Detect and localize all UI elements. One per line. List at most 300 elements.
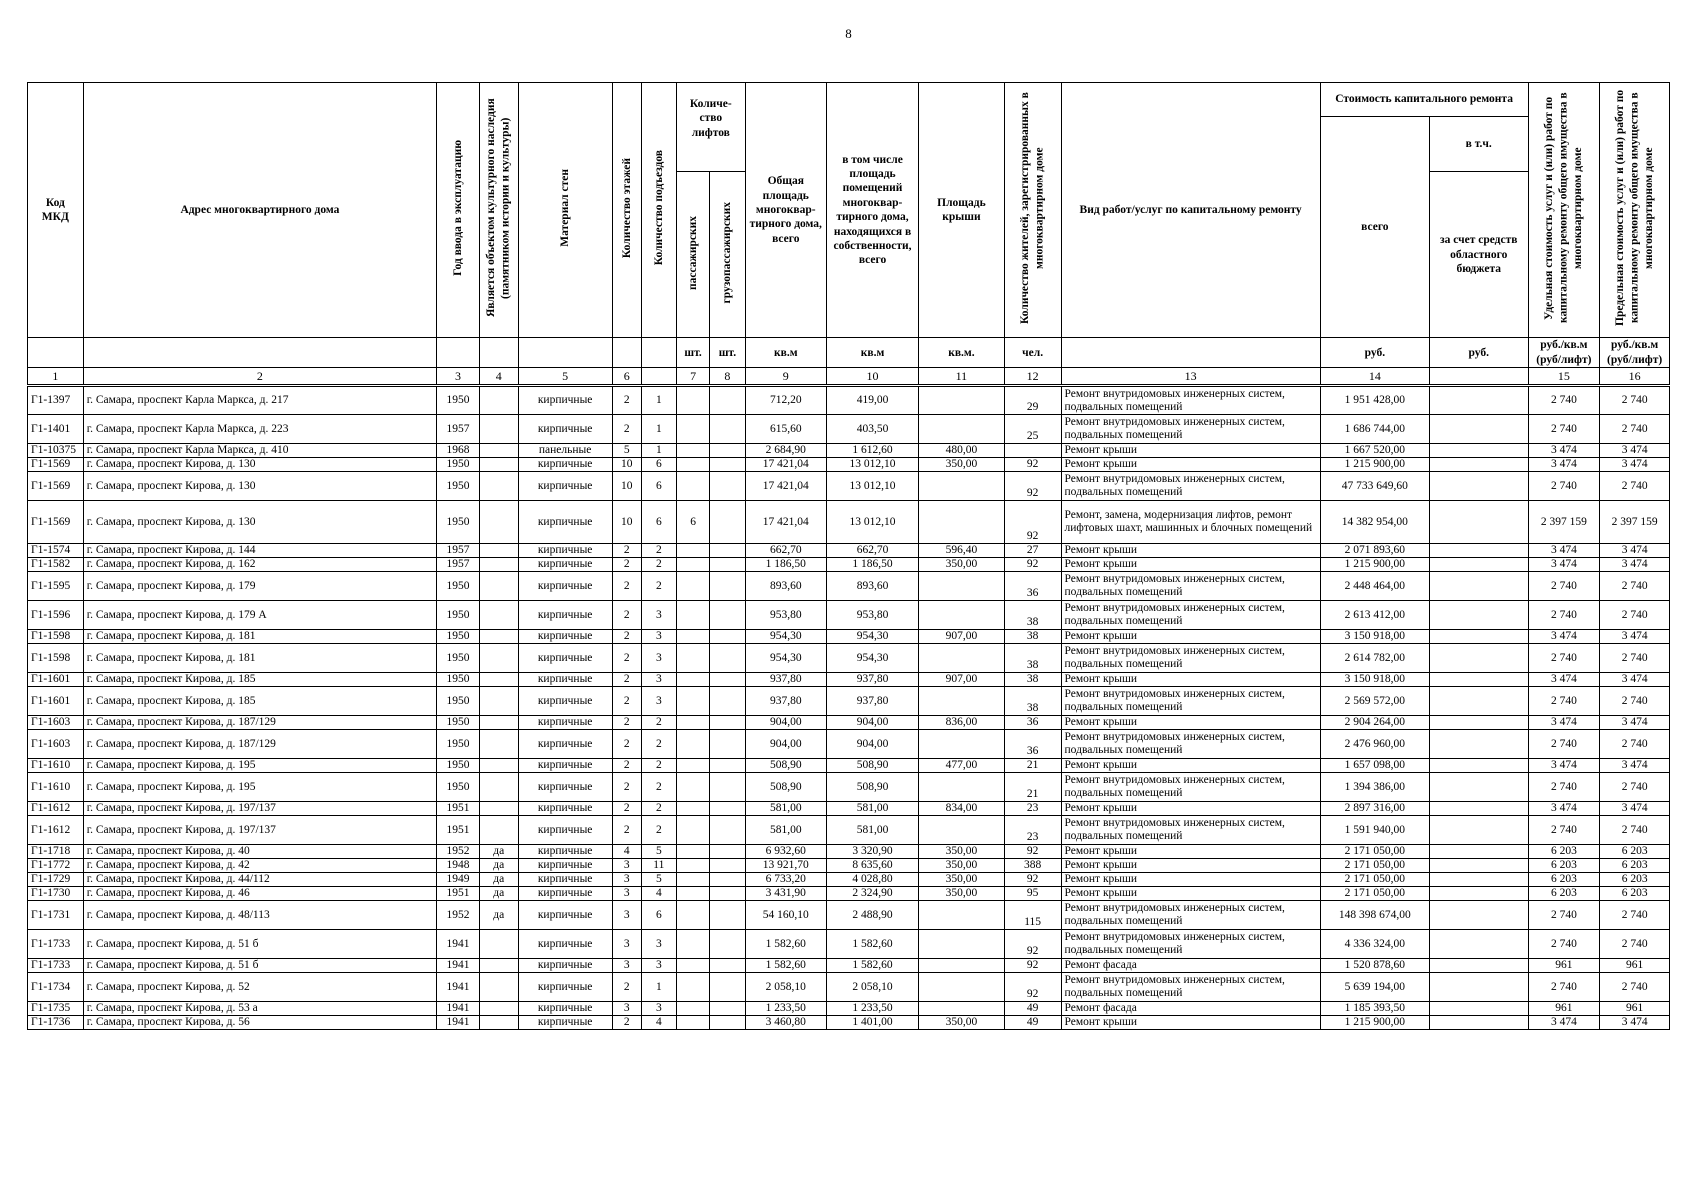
cell-cost-regional bbox=[1429, 687, 1528, 716]
cell-entrances: 2 bbox=[641, 730, 676, 759]
cell-unit-cost: 961 bbox=[1528, 959, 1600, 973]
cell-address: г. Самара, проспект Кирова, д. 51 б bbox=[83, 930, 436, 959]
cell-lifts-passenger bbox=[677, 759, 710, 773]
cell-residents: 92 bbox=[1004, 873, 1061, 887]
cell-walls: кирпичные bbox=[518, 572, 612, 601]
cell-walls: кирпичные bbox=[518, 472, 612, 501]
cell-cost-regional bbox=[1429, 572, 1528, 601]
cell-year: 1950 bbox=[437, 759, 480, 773]
cell-year: 1950 bbox=[437, 458, 480, 472]
cell-roof-area bbox=[919, 730, 1005, 759]
cell-entrances: 2 bbox=[641, 558, 676, 572]
cell-code: Г1-1596 bbox=[28, 601, 84, 630]
cell-cost-regional bbox=[1429, 759, 1528, 773]
cell-limit-cost: 3 474 bbox=[1600, 1016, 1670, 1030]
cell-lifts-passenger bbox=[677, 730, 710, 759]
cell-code: Г1-1772 bbox=[28, 859, 84, 873]
cell-work-type: Ремонт внутридомовых инженерных систем, подвальных помещений bbox=[1061, 773, 1320, 802]
cell-code: Г1-1718 bbox=[28, 845, 84, 859]
cell-limit-cost: 2 740 bbox=[1600, 472, 1670, 501]
cell-year: 1952 bbox=[437, 845, 480, 859]
cell-code: Г1-1734 bbox=[28, 973, 84, 1002]
cell-code: Г1-1601 bbox=[28, 687, 84, 716]
cell-address: г. Самара, проспект Кирова, д. 197/137 bbox=[83, 802, 436, 816]
column-number: 14 bbox=[1320, 368, 1429, 386]
cell-floors: 4 bbox=[612, 845, 641, 859]
cell-address: г. Самара, проспект Кирова, д. 181 bbox=[83, 644, 436, 673]
cell-entrances: 3 bbox=[641, 687, 676, 716]
unit-sqm: кв.м. bbox=[919, 338, 1005, 368]
cell-walls: кирпичные bbox=[518, 1016, 612, 1030]
cell-heritage bbox=[479, 415, 518, 444]
cell-owned-area: 508,90 bbox=[826, 759, 918, 773]
cell-lifts-passenger bbox=[677, 816, 710, 845]
cell-address: г. Самара, проспект Кирова, д. 179 А bbox=[83, 601, 436, 630]
cell-lifts-freight bbox=[710, 716, 745, 730]
cell-roof-area: 596,40 bbox=[919, 544, 1005, 558]
header-residents: Количество жителей, зарегистрированных в многоквартирном доме bbox=[1019, 92, 1046, 324]
cell-residents: 92 bbox=[1004, 558, 1061, 572]
cell-lifts-freight bbox=[710, 1016, 745, 1030]
cell-address: г. Самара, проспект Кирова, д. 46 bbox=[83, 887, 436, 901]
cell-walls: кирпичные bbox=[518, 716, 612, 730]
cell-total-area: 1 233,50 bbox=[745, 1002, 826, 1016]
cell-roof-area bbox=[919, 973, 1005, 1002]
cell-floors: 2 bbox=[612, 544, 641, 558]
cell-unit-cost: 2 740 bbox=[1528, 415, 1600, 444]
cell-owned-area: 1 582,60 bbox=[826, 930, 918, 959]
cell-residents: 92 bbox=[1004, 458, 1061, 472]
header-floors: Количество этажей bbox=[620, 157, 633, 259]
cell-year: 1941 bbox=[437, 1002, 480, 1016]
cell-address: г. Самара, проспект Кирова, д. 162 bbox=[83, 558, 436, 572]
unit-pcs: шт. bbox=[710, 338, 745, 368]
cell-roof-area bbox=[919, 415, 1005, 444]
cell-walls: кирпичные bbox=[518, 759, 612, 773]
cell-address: г. Самара, проспект Кирова, д. 197/137 bbox=[83, 816, 436, 845]
cell-owned-area: 937,80 bbox=[826, 673, 918, 687]
cell-walls: панельные bbox=[518, 444, 612, 458]
cell-cost-regional bbox=[1429, 730, 1528, 759]
cell-floors: 2 bbox=[612, 759, 641, 773]
cell-address: г. Самара, проспект Карла Маркса, д. 223 bbox=[83, 415, 436, 444]
cell-floors: 2 bbox=[612, 730, 641, 759]
cell-code: Г1-1731 bbox=[28, 901, 84, 930]
cell-cost-total: 2 614 782,00 bbox=[1320, 644, 1429, 673]
cell-work-type: Ремонт крыши bbox=[1061, 444, 1320, 458]
cell-owned-area: 4 028,80 bbox=[826, 873, 918, 887]
cell-unit-cost: 2 740 bbox=[1528, 472, 1600, 501]
cell-owned-area: 403,50 bbox=[826, 415, 918, 444]
cell-cost-regional bbox=[1429, 444, 1528, 458]
cell-total-area: 954,30 bbox=[745, 630, 826, 644]
cell-year: 1949 bbox=[437, 873, 480, 887]
cell-work-type: Ремонт крыши bbox=[1061, 1016, 1320, 1030]
cell-cost-regional bbox=[1429, 959, 1528, 973]
column-number: 3 bbox=[437, 368, 480, 386]
column-number bbox=[1429, 368, 1528, 386]
cell-cost-regional bbox=[1429, 845, 1528, 859]
cell-unit-cost: 2 740 bbox=[1528, 572, 1600, 601]
cell-lifts-passenger bbox=[677, 845, 710, 859]
cell-limit-cost: 3 474 bbox=[1600, 630, 1670, 644]
cell-floors: 2 bbox=[612, 1016, 641, 1030]
table-row bbox=[28, 773, 1670, 802]
header-lifts-freight: грузопассажирских bbox=[721, 201, 734, 304]
cell-owned-area: 937,80 bbox=[826, 687, 918, 716]
cell-unit-cost: 6 203 bbox=[1528, 859, 1600, 873]
cell-year: 1951 bbox=[437, 802, 480, 816]
cell-roof-area: 907,00 bbox=[919, 673, 1005, 687]
cell-entrances: 1 bbox=[641, 415, 676, 444]
cell-cost-total: 1 215 900,00 bbox=[1320, 558, 1429, 572]
cell-year: 1941 bbox=[437, 959, 480, 973]
cell-lifts-passenger bbox=[677, 386, 710, 415]
cell-residents: 115 bbox=[1004, 901, 1061, 930]
cell-lifts-passenger bbox=[677, 930, 710, 959]
cell-roof-area: 350,00 bbox=[919, 887, 1005, 901]
cell-unit-cost: 2 740 bbox=[1528, 730, 1600, 759]
cell-cost-total: 2 171 050,00 bbox=[1320, 859, 1429, 873]
cell-residents: 23 bbox=[1004, 816, 1061, 845]
cell-residents bbox=[1004, 444, 1061, 458]
cell-year: 1951 bbox=[437, 816, 480, 845]
cell-roof-area: 350,00 bbox=[919, 458, 1005, 472]
column-numbers-row bbox=[28, 368, 1670, 386]
cell-walls: кирпичные bbox=[518, 773, 612, 802]
cell-code: Г1-1569 bbox=[28, 472, 84, 501]
cell-lifts-freight bbox=[710, 973, 745, 1002]
cell-roof-area bbox=[919, 644, 1005, 673]
cell-heritage bbox=[479, 687, 518, 716]
table-row bbox=[28, 673, 1670, 687]
cell-owned-area: 904,00 bbox=[826, 730, 918, 759]
table-row bbox=[28, 630, 1670, 644]
cell-year: 1952 bbox=[437, 901, 480, 930]
header-cost-total: всего bbox=[1320, 117, 1429, 338]
cell-total-area: 937,80 bbox=[745, 687, 826, 716]
cell-walls: кирпичные bbox=[518, 802, 612, 816]
cell-cost-regional bbox=[1429, 816, 1528, 845]
unit-sqm: кв.м bbox=[826, 338, 918, 368]
cell-total-area: 1 582,60 bbox=[745, 930, 826, 959]
cell-floors: 2 bbox=[612, 973, 641, 1002]
header-cost-regional: за счет средств областного бюджета bbox=[1429, 172, 1528, 338]
cell-residents: 36 bbox=[1004, 572, 1061, 601]
cell-cost-regional bbox=[1429, 558, 1528, 572]
cell-owned-area: 1 186,50 bbox=[826, 558, 918, 572]
cell-heritage bbox=[479, 630, 518, 644]
cell-unit-cost: 3 474 bbox=[1528, 458, 1600, 472]
cell-entrances: 1 bbox=[641, 444, 676, 458]
cell-cost-regional bbox=[1429, 415, 1528, 444]
cell-total-area: 581,00 bbox=[745, 802, 826, 816]
cell-entrances: 1 bbox=[641, 386, 676, 415]
cell-floors: 2 bbox=[612, 673, 641, 687]
cell-heritage bbox=[479, 558, 518, 572]
cell-work-type: Ремонт, замена, модернизация лифтов, ремонт лифтовых шахт, машинных и блочных помещений bbox=[1061, 501, 1320, 544]
cell-work-type: Ремонт фасада bbox=[1061, 959, 1320, 973]
cell-limit-cost: 2 740 bbox=[1600, 816, 1670, 845]
cell-lifts-freight bbox=[710, 816, 745, 845]
cell-walls: кирпичные bbox=[518, 959, 612, 973]
cell-address: г. Самара, проспект Кирова, д. 130 bbox=[83, 458, 436, 472]
cell-lifts-freight bbox=[710, 759, 745, 773]
cell-total-area: 54 160,10 bbox=[745, 901, 826, 930]
cell-lifts-passenger bbox=[677, 673, 710, 687]
cell-lifts-freight bbox=[710, 415, 745, 444]
cell-lifts-passenger bbox=[677, 959, 710, 973]
cell-limit-cost: 6 203 bbox=[1600, 845, 1670, 859]
cell-lifts-passenger bbox=[677, 1016, 710, 1030]
cell-total-area: 712,20 bbox=[745, 386, 826, 415]
cell-year: 1950 bbox=[437, 773, 480, 802]
cell-cost-regional bbox=[1429, 544, 1528, 558]
cell-residents: 21 bbox=[1004, 773, 1061, 802]
cell-residents: 92 bbox=[1004, 973, 1061, 1002]
cell-owned-area: 954,30 bbox=[826, 630, 918, 644]
cell-year: 1948 bbox=[437, 859, 480, 873]
cell-owned-area: 1 401,00 bbox=[826, 1016, 918, 1030]
column-number: 10 bbox=[826, 368, 918, 386]
cell-residents: 38 bbox=[1004, 673, 1061, 687]
cell-lifts-freight bbox=[710, 730, 745, 759]
cell-lifts-passenger bbox=[677, 873, 710, 887]
cell-owned-area: 581,00 bbox=[826, 802, 918, 816]
cell-cost-regional bbox=[1429, 973, 1528, 1002]
cell-roof-area: 907,00 bbox=[919, 630, 1005, 644]
cell-code: Г1-1574 bbox=[28, 544, 84, 558]
cell-residents: 38 bbox=[1004, 630, 1061, 644]
cell-work-type: Ремонт фасада bbox=[1061, 1002, 1320, 1016]
cell-entrances: 6 bbox=[641, 901, 676, 930]
cell-entrances: 3 bbox=[641, 1002, 676, 1016]
cell-heritage bbox=[479, 458, 518, 472]
cell-floors: 3 bbox=[612, 873, 641, 887]
cell-total-area: 17 421,04 bbox=[745, 458, 826, 472]
header-total-area: Общая площадь многоквар-тирного дома, всего bbox=[745, 83, 826, 338]
column-number: 16 bbox=[1600, 368, 1670, 386]
cell-address: г. Самара, проспект Кирова, д. 185 bbox=[83, 673, 436, 687]
cell-cost-total: 1 215 900,00 bbox=[1320, 1016, 1429, 1030]
header-lifts: Количе-ство лифтов bbox=[689, 98, 732, 139]
cell-cost-total: 1 394 386,00 bbox=[1320, 773, 1429, 802]
cell-unit-cost: 6 203 bbox=[1528, 845, 1600, 859]
cell-cost-total: 1 215 900,00 bbox=[1320, 458, 1429, 472]
cell-floors: 3 bbox=[612, 930, 641, 959]
cell-limit-cost: 3 474 bbox=[1600, 444, 1670, 458]
cell-heritage bbox=[479, 973, 518, 1002]
cell-total-area: 904,00 bbox=[745, 716, 826, 730]
cell-work-type: Ремонт крыши bbox=[1061, 845, 1320, 859]
header-cost-incl: в т.ч. bbox=[1429, 117, 1528, 172]
cell-owned-area: 13 012,10 bbox=[826, 458, 918, 472]
table-row bbox=[28, 802, 1670, 816]
cell-work-type: Ремонт внутридомовых инженерных систем, подвальных помещений bbox=[1061, 901, 1320, 930]
cell-code: Г1-1612 bbox=[28, 802, 84, 816]
cell-walls: кирпичные bbox=[518, 673, 612, 687]
cell-code: Г1-10375 bbox=[28, 444, 84, 458]
cell-address: г. Самара, проспект Кирова, д. 185 bbox=[83, 687, 436, 716]
cell-unit-cost: 2 740 bbox=[1528, 773, 1600, 802]
cell-owned-area: 13 012,10 bbox=[826, 501, 918, 544]
cell-work-type: Ремонт внутридомовых инженерных систем, подвальных помещений bbox=[1061, 472, 1320, 501]
cell-year: 1950 bbox=[437, 386, 480, 415]
cell-heritage bbox=[479, 444, 518, 458]
cell-lifts-freight bbox=[710, 472, 745, 501]
header-roof-area: Площадь крыши bbox=[919, 83, 1005, 338]
table-row bbox=[28, 644, 1670, 673]
cell-lifts-passenger bbox=[677, 472, 710, 501]
cell-residents: 49 bbox=[1004, 1002, 1061, 1016]
cell-floors: 2 bbox=[612, 415, 641, 444]
header-year: Год ввода в эксплуатацию bbox=[451, 140, 464, 276]
cell-limit-cost: 2 740 bbox=[1600, 730, 1670, 759]
cell-work-type: Ремонт крыши bbox=[1061, 716, 1320, 730]
cell-owned-area: 581,00 bbox=[826, 816, 918, 845]
cell-cost-total: 2 071 893,60 bbox=[1320, 544, 1429, 558]
cell-limit-cost: 3 474 bbox=[1600, 673, 1670, 687]
cell-cost-regional bbox=[1429, 802, 1528, 816]
cell-cost-regional bbox=[1429, 716, 1528, 730]
cell-year: 1957 bbox=[437, 558, 480, 572]
cell-cost-regional bbox=[1429, 901, 1528, 930]
cell-work-type: Ремонт крыши bbox=[1061, 630, 1320, 644]
cell-lifts-freight bbox=[710, 887, 745, 901]
cell-lifts-passenger bbox=[677, 687, 710, 716]
cell-year: 1950 bbox=[437, 687, 480, 716]
cell-residents: 36 bbox=[1004, 716, 1061, 730]
cell-work-type: Ремонт крыши bbox=[1061, 802, 1320, 816]
cell-entrances: 5 bbox=[641, 873, 676, 887]
cell-work-type: Ремонт внутридомовых инженерных систем, подвальных помещений bbox=[1061, 601, 1320, 630]
cell-cost-total: 148 398 674,00 bbox=[1320, 901, 1429, 930]
cell-limit-cost: 2 740 bbox=[1600, 773, 1670, 802]
cell-heritage bbox=[479, 386, 518, 415]
cell-code: Г1-1733 bbox=[28, 930, 84, 959]
header-lifts-passenger: пассажирских bbox=[686, 215, 699, 290]
cell-limit-cost: 3 474 bbox=[1600, 716, 1670, 730]
cell-code: Г1-1730 bbox=[28, 887, 84, 901]
cell-work-type: Ремонт внутридомовых инженерных систем, подвальных помещений bbox=[1061, 973, 1320, 1002]
cell-floors: 3 bbox=[612, 1002, 641, 1016]
cell-residents: 36 bbox=[1004, 730, 1061, 759]
cell-code: Г1-1612 bbox=[28, 816, 84, 845]
cell-cost-total: 2 171 050,00 bbox=[1320, 845, 1429, 859]
cell-work-type: Ремонт внутридомовых инженерных систем, подвальных помещений bbox=[1061, 816, 1320, 845]
cell-limit-cost: 2 740 bbox=[1600, 415, 1670, 444]
cell-roof-area: 480,00 bbox=[919, 444, 1005, 458]
cell-residents: 92 bbox=[1004, 930, 1061, 959]
cell-owned-area: 13 012,10 bbox=[826, 472, 918, 501]
cell-unit-cost: 3 474 bbox=[1528, 1016, 1600, 1030]
cell-owned-area: 953,80 bbox=[826, 601, 918, 630]
cell-year: 1950 bbox=[437, 730, 480, 759]
cell-year: 1957 bbox=[437, 544, 480, 558]
cell-heritage bbox=[479, 601, 518, 630]
cell-cost-total: 2 613 412,00 bbox=[1320, 601, 1429, 630]
table-row bbox=[28, 859, 1670, 873]
cell-floors: 2 bbox=[612, 773, 641, 802]
cell-roof-area bbox=[919, 773, 1005, 802]
cell-work-type: Ремонт крыши bbox=[1061, 544, 1320, 558]
cell-cost-regional bbox=[1429, 930, 1528, 959]
cell-floors: 2 bbox=[612, 386, 641, 415]
cell-total-area: 17 421,04 bbox=[745, 501, 826, 544]
cell-cost-total: 2 569 572,00 bbox=[1320, 687, 1429, 716]
cell-code: Г1-1603 bbox=[28, 730, 84, 759]
cell-residents: 38 bbox=[1004, 687, 1061, 716]
cell-residents: 29 bbox=[1004, 386, 1061, 415]
cell-lifts-freight bbox=[710, 773, 745, 802]
page-number: 8 bbox=[845, 26, 852, 41]
cell-walls: кирпичные bbox=[518, 687, 612, 716]
cell-year: 1941 bbox=[437, 973, 480, 1002]
cell-floors: 2 bbox=[612, 644, 641, 673]
cell-lifts-freight bbox=[710, 630, 745, 644]
cell-address: г. Самара, проспект Кирова, д. 144 bbox=[83, 544, 436, 558]
cell-year: 1950 bbox=[437, 501, 480, 544]
cell-floors: 2 bbox=[612, 601, 641, 630]
cell-address: г. Самара, проспект Кирова, д. 53 а bbox=[83, 1002, 436, 1016]
cell-walls: кирпичные bbox=[518, 930, 612, 959]
cell-work-type: Ремонт внутридомовых инженерных систем, подвальных помещений bbox=[1061, 730, 1320, 759]
cell-residents: 92 bbox=[1004, 845, 1061, 859]
cell-unit-cost: 6 203 bbox=[1528, 887, 1600, 901]
cell-entrances: 4 bbox=[641, 887, 676, 901]
cell-code: Г1-1569 bbox=[28, 501, 84, 544]
table-row bbox=[28, 472, 1670, 501]
cell-heritage bbox=[479, 673, 518, 687]
cell-lifts-freight bbox=[710, 859, 745, 873]
cell-total-area: 953,80 bbox=[745, 601, 826, 630]
cell-address: г. Самара, проспект Кирова, д. 51 б bbox=[83, 959, 436, 973]
cell-entrances: 4 bbox=[641, 1016, 676, 1030]
cell-cost-total: 2 171 050,00 bbox=[1320, 873, 1429, 887]
cell-cost-regional bbox=[1429, 1002, 1528, 1016]
cell-lifts-passenger bbox=[677, 901, 710, 930]
cell-owned-area: 419,00 bbox=[826, 386, 918, 415]
cell-residents: 38 bbox=[1004, 601, 1061, 630]
cell-heritage bbox=[479, 816, 518, 845]
cell-unit-cost: 3 474 bbox=[1528, 716, 1600, 730]
cell-walls: кирпичные bbox=[518, 859, 612, 873]
table-row bbox=[28, 501, 1670, 544]
cell-cost-total: 2 904 264,00 bbox=[1320, 716, 1429, 730]
cell-cost-regional bbox=[1429, 773, 1528, 802]
cell-unit-cost: 3 474 bbox=[1528, 673, 1600, 687]
cell-address: г. Самара, проспект Кирова, д. 187/129 bbox=[83, 730, 436, 759]
cell-cost-total: 5 639 194,00 bbox=[1320, 973, 1429, 1002]
column-number: 5 bbox=[518, 368, 612, 386]
cell-code: Г1-1601 bbox=[28, 673, 84, 687]
unit-sqm: кв.м bbox=[745, 338, 826, 368]
cell-lifts-freight bbox=[710, 458, 745, 472]
cell-limit-cost: 3 474 bbox=[1600, 759, 1670, 773]
cell-year: 1968 bbox=[437, 444, 480, 458]
cell-cost-regional bbox=[1429, 887, 1528, 901]
cell-entrances: 6 bbox=[641, 458, 676, 472]
cell-roof-area: 350,00 bbox=[919, 558, 1005, 572]
cell-total-area: 937,80 bbox=[745, 673, 826, 687]
cell-cost-total: 1 686 744,00 bbox=[1320, 415, 1429, 444]
cell-lifts-passenger bbox=[677, 415, 710, 444]
cell-year: 1950 bbox=[437, 472, 480, 501]
cell-address: г. Самара, проспект Кирова, д. 181 bbox=[83, 630, 436, 644]
header-unit-cost: Удельная стоимость услуг и (или) работ по капитальному ремонту общего имущества в многоквартирном доме bbox=[1543, 92, 1585, 324]
cell-code: Г1-1733 bbox=[28, 959, 84, 973]
cell-owned-area: 1 612,60 bbox=[826, 444, 918, 458]
